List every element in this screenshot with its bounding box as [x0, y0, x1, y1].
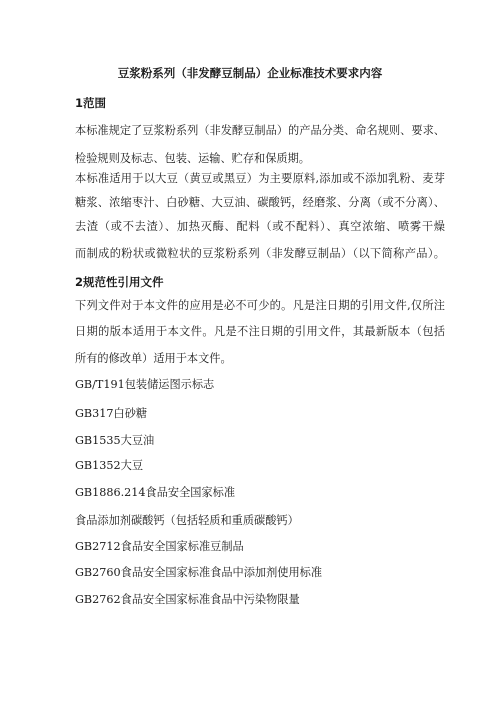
scope-paragraph-1-line-2: 检验规则及标志、包装、运输、贮存和保质期。 [75, 152, 310, 165]
references-paragraph-line-3: 所有的修改单）适用于本文件。 [75, 352, 232, 365]
reference-item: GB2760食品安全国家标准食品中添加剂使用标准 [75, 566, 323, 579]
reference-item: GB2712食品安全国家标准豆制品 [75, 540, 244, 553]
reference-item: GB/T191包装储运图示标志 [75, 378, 215, 391]
scope-paragraph-2-line-1: 本标准适用于以大豆（黄豆或黑豆）为主要原料,添加或不添加乳粉、麦芽 [75, 172, 445, 185]
references-paragraph-line-1: 下列文件对于本文件的应用是必不可少的。凡是注日期的引用文件,仅所注 [75, 299, 445, 312]
reference-item: GB1535大豆油 [75, 434, 155, 447]
scope-paragraph-1-line-1: 本标准规定了豆浆粉系列（非发酵豆制品）的产品分类、命名规则、要求、 [75, 124, 445, 137]
reference-item: GB1886.214食品安全国家标准 [75, 486, 236, 499]
reference-item: GB2762食品安全国家标准食品中污染物限量 [75, 593, 300, 606]
section-heading-normative-references: 2规范性引用文件 [75, 275, 164, 289]
reference-item: 食品添加剂碳酸钙（包括轻质和重质碳酸钙） [75, 514, 299, 527]
document-title: 豆浆粉系列（非发酵豆制品）企业标准技术要求内容 [117, 66, 383, 80]
scope-paragraph-2-line-2: 糖浆、浓缩枣汁、白砂糖、大豆油、碳酸钙，经磨浆、分离（或不分离）、 [75, 196, 445, 209]
references-paragraph-line-2: 日期的版本适用于本文件。凡是不注日期的引用文件，其最新版本（包括 [75, 325, 445, 338]
scope-paragraph-2-line-4: 而制成的粉状或微粒状的豆浆粉系列（非发酵豆制品）（以下简称产品）。 [75, 247, 445, 260]
scope-paragraph-2-line-3: 去渣（或不去渣）、加热灭酶、配料（或不配料）、真空浓缩、喷雾干燥 [75, 220, 445, 233]
section-heading-scope: 1范围 [75, 96, 107, 110]
reference-item: GB317白砂糖 [75, 407, 148, 420]
reference-item: GB1352大豆 [75, 459, 144, 472]
